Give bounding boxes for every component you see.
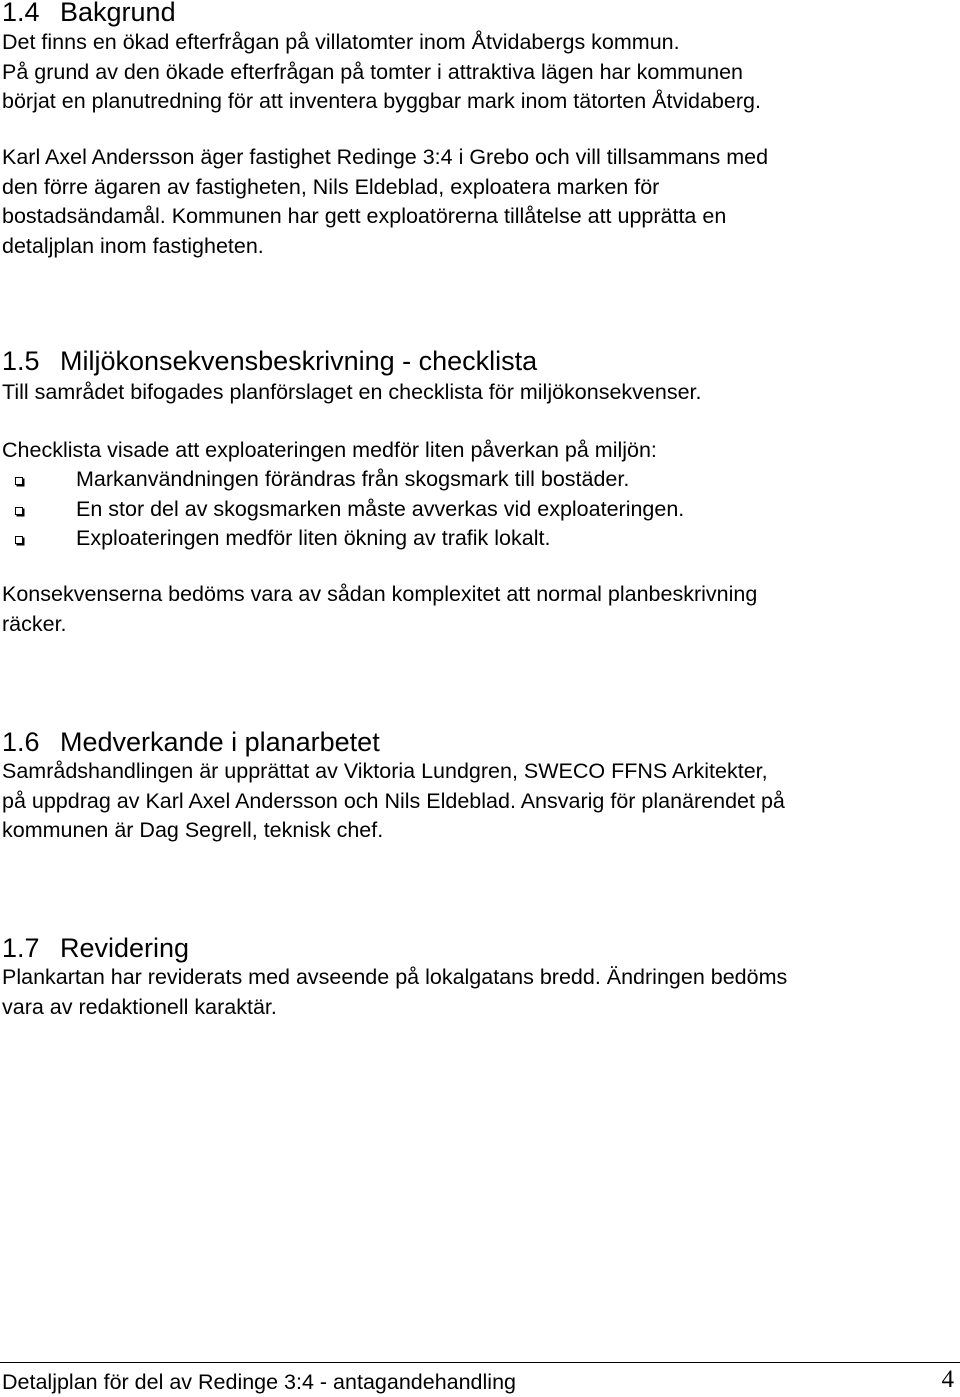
- checkbox-bullet-icon: [15, 477, 23, 485]
- checklist: [2, 465, 952, 554]
- text-line: På grund av den ökade efterfrågan på tomter i attraktiva lägen har kommunen: [2, 59, 743, 84]
- heading-miljokonsekvens: [2, 345, 952, 377]
- section-title: Miljökonsekvensbeskrivning - checklista: [60, 346, 538, 376]
- page-number: 4: [941, 1366, 954, 1393]
- paragraph-bakgrund-1: [2, 28, 952, 117]
- text-line: bostadsändamål. Kommunen har gett exploatörerna tillåtelse att upprätta en: [2, 204, 727, 228]
- heading-medverkande: [2, 726, 952, 758]
- heading-revidering: [2, 932, 952, 964]
- section-number: 1.5: [2, 346, 40, 376]
- heading-bakgrund: [2, 0, 952, 28]
- paragraph-miljokonsekvens-2: [2, 580, 952, 639]
- section-title: Bakgrund: [60, 0, 176, 27]
- paragraph-medverkande: [2, 757, 952, 846]
- list-item-text: En stor del av skogsmarken måste avverkas vid exploateringen.: [76, 496, 685, 521]
- text-line: den förre ägaren av fastigheten, Nils Eldeblad, exploatera marken för: [2, 174, 660, 199]
- checkbox-bullet-icon: [15, 536, 23, 544]
- text-line: räcker.: [2, 611, 67, 636]
- text-line: detaljplan inom fastigheten.: [2, 233, 264, 258]
- section-title: Medverkande i planarbetet: [60, 727, 380, 757]
- section-number: 1.6: [2, 727, 40, 757]
- text-line: Plankartan har reviderats med avseende på lokalgatans bredd. Ändringen bedöms: [2, 965, 788, 989]
- footer-text: Detaljplan för del av Redinge 3:4 - antagandehandling: [2, 1370, 516, 1394]
- text-line: på uppdrag av Karl Axel Andersson och Nils Eldeblad. Ansvarig för planärendet på: [2, 788, 785, 813]
- list-item-text: Markanvändningen förändras från skogsmark till bostäder.: [76, 467, 630, 491]
- text-line: Samrådshandlingen är upprättat av Viktoria Lundgren, SWECO FFNS Arkitekter,: [2, 759, 768, 783]
- footer-divider: [0, 1362, 960, 1363]
- list-item-text: Exploateringen medför liten ökning av trafik lokalt.: [76, 526, 551, 550]
- list-item: [2, 465, 952, 495]
- text-line: börjat en planutredning för att inventera byggbar mark inom tätorten Åtvidaberg.: [2, 89, 761, 113]
- checkbox-bullet-icon: [15, 507, 23, 515]
- text-line: Det finns en ökad efterfrågan på villatomter inom Åtvidabergs kommun.: [2, 30, 680, 54]
- text-line: Checklista visade att exploateringen medför liten påverkan på miljön:: [2, 438, 657, 462]
- text-line: vara av redaktionell karaktär.: [2, 994, 277, 1019]
- text-line: Till samrådet bifogades planförslaget en checklista för miljökonsekvenser.: [2, 380, 702, 404]
- paragraph-bakgrund-2: [2, 143, 952, 261]
- list-item: [2, 524, 952, 554]
- checklist-intro: [2, 436, 952, 466]
- text-line: Karl Axel Andersson äger fastighet Redinge 3:4 i Grebo och vill tillsammans med: [2, 145, 769, 169]
- section-number: 1.4: [2, 0, 40, 27]
- paragraph-miljokonsekvens-1: [2, 378, 952, 408]
- text-line: kommunen är Dag Segrell, teknisk chef.: [2, 818, 384, 842]
- section-title: Revidering: [60, 933, 190, 963]
- section-number: 1.7: [2, 933, 40, 963]
- text-line: Konsekvenserna bedöms vara av sådan komplexitet att normal planbeskrivning: [2, 582, 758, 606]
- list-item: [2, 495, 952, 525]
- paragraph-revidering: [2, 963, 952, 1022]
